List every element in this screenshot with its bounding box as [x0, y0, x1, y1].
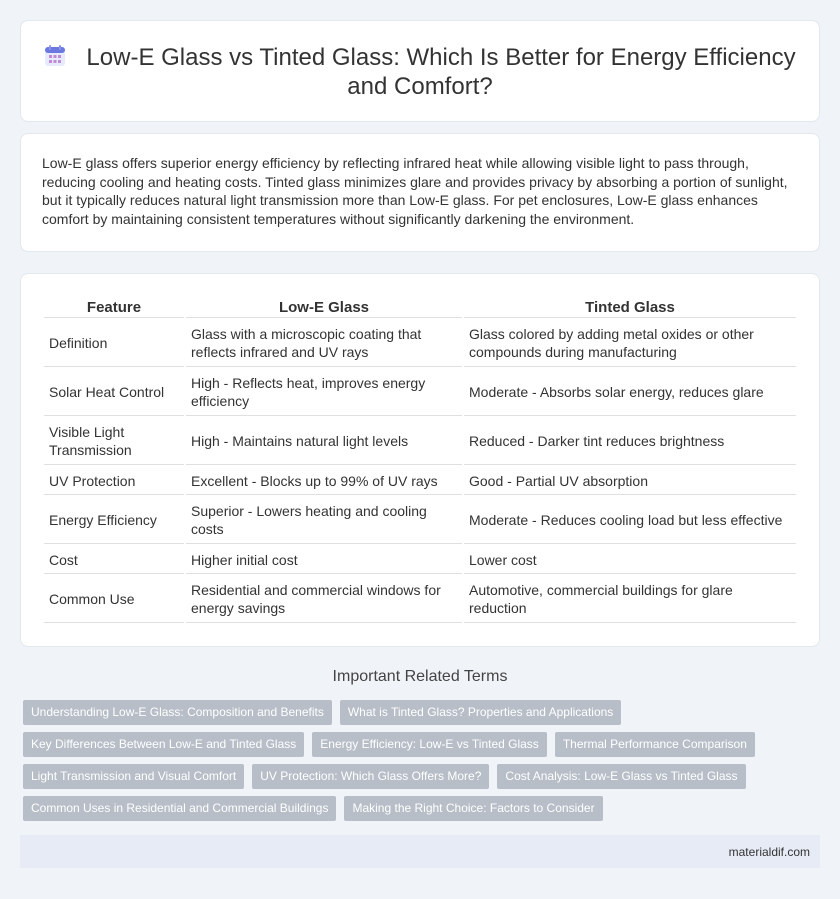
- title-card: [20, 20, 820, 122]
- table-header-row: [44, 296, 796, 318]
- footer-site-link[interactable]: materialdif.com: [728, 845, 810, 859]
- title-line-2: and Comfort?: [347, 73, 493, 100]
- header-low-e: Low-E Glass: [186, 296, 462, 318]
- related-terms-title: Important Related Terms: [332, 668, 508, 685]
- related-term-link[interactable]: UV Protection: Which Glass Offers More?: [252, 764, 489, 789]
- table-cell: Moderate - Reduces cooling load but less effective: [464, 497, 796, 544]
- summary-card: [20, 133, 820, 252]
- related-term-link[interactable]: Cost Analysis: Low-E Glass vs Tinted Glass: [497, 764, 745, 789]
- page-title: [21, 43, 819, 101]
- table-cell: UV Protection: [44, 467, 184, 495]
- table-row: [44, 546, 796, 574]
- footer: [20, 835, 820, 868]
- table-cell: Common Use: [44, 576, 184, 623]
- header-tinted: Tinted Glass: [464, 296, 796, 318]
- table-cell: Visible Light Transmission: [44, 418, 184, 465]
- table-row: [44, 576, 796, 623]
- table-cell: Excellent - Blocks up to 99% of UV rays: [186, 467, 462, 495]
- comparison-table: [42, 294, 798, 625]
- related-term-link[interactable]: Common Uses in Residential and Commercial Buildings: [23, 796, 336, 821]
- table-row: [44, 320, 796, 367]
- table-row: [44, 418, 796, 465]
- table-row: [44, 467, 796, 495]
- summary-text: Low-E glass offers superior energy efficiency by reflecting infrared heat while allowing visible light to pass through, reducing cooling and heating costs. Tinted glass minimizes glare and provides privacy by absorbing a portion of sunlight, but it typically reduces natural light transmission more than Low-E glass. For pet enclosures, Low-E glass enhances comfort by maintaining consistent temperatures without significantly darkening the environment.: [42, 155, 788, 227]
- title-line-1: Low-E Glass vs Tinted Glass: Which Is Better for Energy Efficiency: [86, 44, 796, 71]
- table-cell: Residential and commercial windows for energy savings: [186, 576, 462, 623]
- table-cell: Moderate - Absorbs solar energy, reduces glare: [464, 369, 796, 416]
- related-term-link[interactable]: Light Transmission and Visual Comfort: [23, 764, 244, 789]
- table-cell: Glass colored by adding metal oxides or other compounds during manufacturing: [464, 320, 796, 367]
- table-cell: Good - Partial UV absorption: [464, 467, 796, 495]
- related-term-link[interactable]: What is Tinted Glass? Properties and Applications: [340, 700, 621, 725]
- related-term-link[interactable]: Making the Right Choice: Factors to Consider: [344, 796, 602, 821]
- related-term-link[interactable]: Thermal Performance Comparison: [555, 732, 755, 757]
- table-cell: Definition: [44, 320, 184, 367]
- table-cell: High - Maintains natural light levels: [186, 418, 462, 465]
- table-cell: Reduced - Darker tint reduces brightness: [464, 418, 796, 465]
- table-cell: Solar Heat Control: [44, 369, 184, 416]
- related-term-link[interactable]: Energy Efficiency: Low-E vs Tinted Glass: [312, 732, 547, 757]
- table-cell: Lower cost: [464, 546, 796, 574]
- comparison-table-card: [20, 273, 820, 647]
- related-term-link[interactable]: Understanding Low-E Glass: Composition and Benefits: [23, 700, 332, 725]
- calendar-icon: [44, 45, 66, 67]
- table-cell: High - Reflects heat, improves energy efficiency: [186, 369, 462, 416]
- related-term-link[interactable]: Key Differences Between Low-E and Tinted Glass: [23, 732, 304, 757]
- table-cell: Automotive, commercial buildings for glare reduction: [464, 576, 796, 623]
- related-terms-list: [23, 700, 813, 821]
- table-row: [44, 497, 796, 544]
- table-cell: Glass with a microscopic coating that reflects infrared and UV rays: [186, 320, 462, 367]
- header-feature: Feature: [44, 296, 184, 318]
- table-cell: Higher initial cost: [186, 546, 462, 574]
- table-cell: Cost: [44, 546, 184, 574]
- table-cell: Superior - Lowers heating and cooling costs: [186, 497, 462, 544]
- table-row: [44, 369, 796, 416]
- table-cell: Energy Efficiency: [44, 497, 184, 544]
